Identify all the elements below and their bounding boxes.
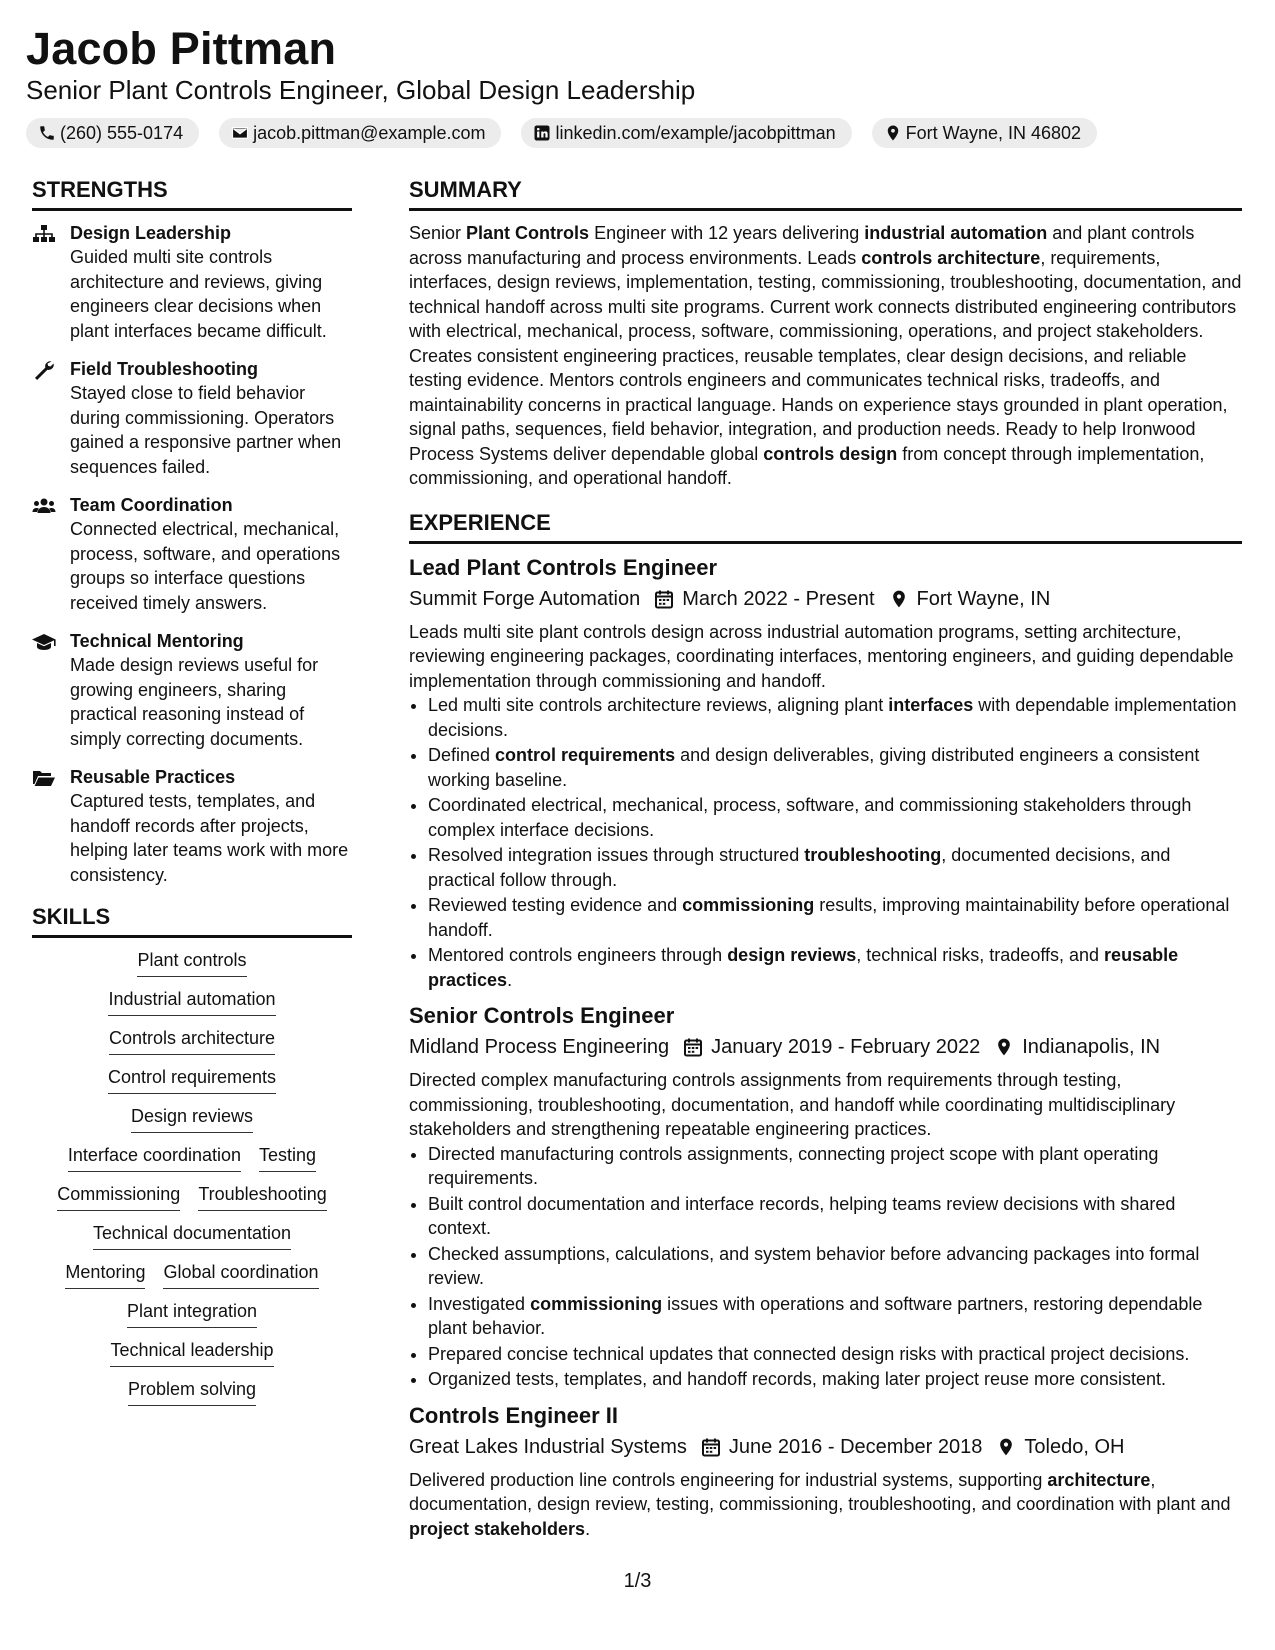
emphasis-text: industrial automation — [864, 223, 1048, 243]
job-bullets — [409, 1142, 1242, 1392]
text-run: issues with operations and software partners, restoring dependable plant behavior. — [428, 1293, 1203, 1338]
job-meta — [409, 1433, 1242, 1461]
skill-row — [32, 1299, 352, 1328]
bullet-item — [428, 1292, 1242, 1341]
bullet-item — [428, 693, 1242, 742]
emphasis-text: commissioning — [530, 1293, 663, 1314]
strength-title: Design Leadership — [70, 223, 232, 243]
strength-desc: Captured tests, templates, and handoff records after projects, helping later teams work with more consistency. — [70, 791, 349, 885]
skill-tag: Global coordination — [163, 1260, 318, 1289]
skill-tag: Testing — [259, 1143, 316, 1172]
skill-row — [32, 1182, 352, 1211]
contact-phone-text: (260) 555-0174 — [60, 123, 184, 143]
skill-row — [32, 1338, 352, 1367]
contact-phone — [26, 118, 199, 148]
skill-tag: Interface coordination — [68, 1143, 241, 1172]
job-entry — [409, 1402, 1242, 1542]
text-run: , requirements, interfaces, design reviews, implementation, testing, commissioning, troubleshooting, documentation, and technical handoff across multi site programs. Current work connects distributed engineering contributors with electrical, mechanical, process, software, commissioning, operations, and project stakeholders. Creates consistent engineering practices, reusable templates, clear design decisions, and reliable testing evidence. Mentors controls engineers and communicates technical risks, tradeoffs, and maintainability concerns in practical language. Hands on experience stays grounded in plant operation, signal paths, sequences, field behavior, integration, and production needs. Ready to help Ironwood Process Systems deliver dependable global — [409, 247, 1242, 464]
contact-email[interactable] — [219, 118, 501, 148]
job-dates: June 2016 - December 2018 — [728, 1435, 983, 1458]
skill-tag: Control requirements — [108, 1065, 276, 1094]
job-company: Great Lakes Industrial Systems — [409, 1435, 687, 1458]
envelope-icon — [231, 124, 249, 142]
strength-desc: Stayed close to field behavior during commissioning. Operators gained a responsive partner when sequences failed. — [70, 383, 342, 477]
folder-open-icon — [32, 768, 56, 788]
text-run: with dependable implementation decisions. — [428, 695, 1237, 740]
contact-email-text: jacob.pittman@example.com — [253, 123, 486, 143]
strength-item — [32, 357, 352, 479]
text-run: . — [585, 1518, 591, 1539]
emphasis-text: control requirements — [495, 745, 676, 765]
bullet-item — [428, 843, 1242, 892]
graduation-cap-icon — [32, 632, 56, 652]
emphasis-text: commissioning — [682, 895, 815, 915]
resume-header — [26, 22, 1246, 148]
skills-heading: SKILLS — [32, 903, 352, 938]
text-run: results, improving maintainability before operational handoff. — [428, 895, 1230, 940]
calendar-icon — [683, 1037, 703, 1057]
text-run: Checked assumptions, calculations, and system behavior before advancing packages into formal review. — [428, 1243, 1200, 1288]
text-run: Engineer with 12 years delivering — [589, 223, 865, 243]
text-run: Mentored controls engineers through — [428, 945, 728, 965]
skill-tag: Plant controls — [137, 948, 246, 977]
contact-linkedin[interactable] — [521, 118, 851, 148]
strength-title: Field Troubleshooting — [70, 359, 258, 379]
text-run: Senior — [409, 223, 467, 243]
job-location: Fort Wayne, IN — [916, 587, 1051, 610]
bullet-item — [428, 1142, 1242, 1191]
text-run: Coordinated electrical, mechanical, process, software, and commissioning stakeholders through complex interface decisions. — [428, 795, 1192, 840]
map-pin-icon — [996, 1437, 1016, 1457]
text-run: Delivered production line controls engineering for industrial systems, supporting — [409, 1469, 1048, 1490]
contact-bar — [26, 118, 1246, 148]
emphasis-text: controls design — [763, 443, 898, 464]
bullet-item — [428, 893, 1242, 942]
right-column — [409, 176, 1242, 1541]
contact-linkedin-text: linkedin.com/example/jacobpittman — [555, 123, 836, 143]
text-run: Investigated — [428, 1293, 531, 1314]
text-run: Prepared concise technical updates that connected design risks with practical project decisions. — [428, 1343, 1190, 1364]
strength-title: Technical Mentoring — [70, 631, 244, 651]
strength-item — [32, 221, 352, 343]
skill-tag: Controls architecture — [109, 1026, 275, 1055]
skill-tag: Plant integration — [127, 1299, 257, 1328]
candidate-name: Jacob Pittman — [26, 23, 337, 74]
map-pin-icon — [889, 589, 909, 609]
linkedin-icon — [533, 124, 551, 142]
strength-desc: Made design reviews useful for growing engineers, sharing practical reasoning instead of simply correcting documents. — [70, 655, 319, 749]
job-description — [409, 620, 1242, 694]
candidate-title: Senior Plant Controls Engineer, Global Design Leadership — [26, 75, 696, 105]
sitemap-icon — [32, 224, 56, 244]
job-bullets — [409, 693, 1242, 992]
skill-tag: Problem solving — [128, 1377, 256, 1406]
skill-row — [32, 987, 352, 1016]
phone-icon — [38, 124, 56, 142]
text-run: , documented decisions, and practical follow through. — [428, 845, 1171, 890]
page-number: 1/3 — [623, 1570, 652, 1592]
strengths-heading: STRENGTHS — [32, 176, 352, 211]
text-run: Directed manufacturing controls assignments, connecting project scope with plant operating requirements. — [428, 1143, 1159, 1188]
job-entry — [409, 554, 1242, 993]
summary-text — [409, 221, 1242, 491]
skills-list — [32, 948, 352, 1406]
strength-title: Reusable Practices — [70, 767, 236, 787]
emphasis-text: troubleshooting — [804, 845, 942, 865]
strength-desc: Connected electrical, mechanical, process, software, and operations groups so interface questions received timely answers. — [70, 519, 341, 613]
text-run: , documentation, design review, testing, commissioning, troubleshooting, and coordination with plant and — [409, 1469, 1231, 1514]
emphasis-text: design reviews — [727, 945, 857, 965]
bullet-item — [428, 743, 1242, 792]
job-location: Toledo, OH — [1024, 1435, 1125, 1458]
bullet-item — [428, 943, 1242, 992]
text-run: and plant controls across manufacturing and process environments. Leads — [409, 223, 1195, 268]
job-description — [409, 1468, 1242, 1542]
text-run: Directed complex manufacturing controls assignments from requirements through testing, commissioning, troubleshooting, documentation, and handoff while coordinating multidisciplinary stakeholders and strengthening repeatable engineering practices. — [409, 1070, 1176, 1139]
job-company: Summit Forge Automation — [409, 587, 641, 610]
job-dates: March 2022 - Present — [682, 587, 875, 610]
strength-item — [32, 765, 352, 887]
users-icon — [32, 496, 56, 516]
bullet-item — [428, 1242, 1242, 1291]
job-title: Senior Controls Engineer — [409, 1003, 675, 1028]
skill-tag: Technical leadership — [110, 1338, 273, 1367]
emphasis-text: Plant Controls — [466, 223, 590, 243]
skill-row — [32, 1026, 352, 1055]
skills-section — [32, 903, 352, 1406]
text-run: from concept through implementation, commissioning, and operational handoff. — [409, 443, 1205, 488]
emphasis-text: reusable practices — [428, 945, 1179, 990]
skill-tag: Mentoring — [65, 1260, 145, 1289]
emphasis-text: architecture — [1047, 1469, 1151, 1490]
job-meta — [409, 585, 1242, 613]
job-description — [409, 1068, 1242, 1142]
summary-heading: SUMMARY — [409, 176, 1242, 211]
skill-row — [32, 1104, 352, 1133]
job-company: Midland Process Engineering — [409, 1036, 670, 1058]
text-run: Leads multi site plant controls design across industrial automation programs, setting architecture, reviewing engineering packages, coordinating interfaces, mentoring engineers, and guiding dependable implementation through commissioning and handoff. — [409, 621, 1234, 691]
left-column — [32, 176, 352, 1406]
text-run: Resolved integration issues through structured — [428, 845, 805, 865]
contact-location — [872, 118, 1097, 148]
emphasis-text: interfaces — [888, 695, 974, 715]
skill-tag: Commissioning — [57, 1182, 180, 1211]
skill-row — [32, 1065, 352, 1094]
strength-item — [32, 629, 352, 751]
strength-desc: Guided multi site controls architecture and reviews, giving engineers clear decisions when plant interfaces became difficult. — [70, 247, 327, 341]
skill-row — [32, 1143, 352, 1172]
text-run: . — [507, 969, 513, 990]
skill-row — [32, 948, 352, 977]
map-pin-icon — [994, 1037, 1014, 1057]
skill-tag: Design reviews — [131, 1104, 253, 1133]
strength-title: Team Coordination — [70, 495, 233, 515]
job-title: Lead Plant Controls Engineer — [409, 554, 718, 580]
skill-row — [32, 1377, 352, 1406]
text-run: Reviewed testing evidence and — [428, 895, 683, 915]
job-meta — [409, 1033, 1242, 1061]
job-entry — [409, 1002, 1242, 1392]
skill-tag: Industrial automation — [108, 987, 275, 1016]
emphasis-text: project stakeholders — [409, 1518, 586, 1539]
experience-heading: EXPERIENCE — [409, 509, 1242, 544]
text-run: Defined — [428, 745, 496, 765]
calendar-icon — [654, 589, 674, 609]
bullet-item — [428, 1367, 1242, 1392]
text-run: Led multi site controls architecture reviews, aligning plant — [428, 695, 889, 715]
text-run: , technical risks, tradeoffs, and — [856, 945, 1105, 965]
contact-location-text: Fort Wayne, IN 46802 — [905, 123, 1082, 143]
bullet-item — [428, 1342, 1242, 1367]
strength-item — [32, 493, 352, 615]
bullet-item — [428, 1192, 1242, 1241]
emphasis-text: controls architecture — [861, 247, 1041, 268]
calendar-icon — [701, 1437, 721, 1457]
bullet-item — [428, 793, 1242, 842]
text-run: Organized tests, templates, and handoff records, making later project reuse more consistent. — [428, 1369, 1167, 1389]
map-pin-icon — [884, 124, 902, 142]
skill-row — [32, 1221, 352, 1250]
skill-tag: Technical documentation — [93, 1221, 291, 1250]
job-location: Indianapolis, IN — [1022, 1036, 1161, 1058]
job-dates: January 2019 - February 2022 — [711, 1036, 981, 1058]
skill-tag: Troubleshooting — [198, 1182, 326, 1211]
skill-row — [32, 1260, 352, 1289]
text-run: and design deliverables, giving distributed engineers a consistent working baseline. — [428, 745, 1200, 790]
job-title: Controls Engineer II — [409, 1402, 619, 1428]
wrench-icon — [32, 360, 56, 380]
text-run: Built control documentation and interface records, helping teams review decisions with shared context. — [428, 1193, 1176, 1238]
